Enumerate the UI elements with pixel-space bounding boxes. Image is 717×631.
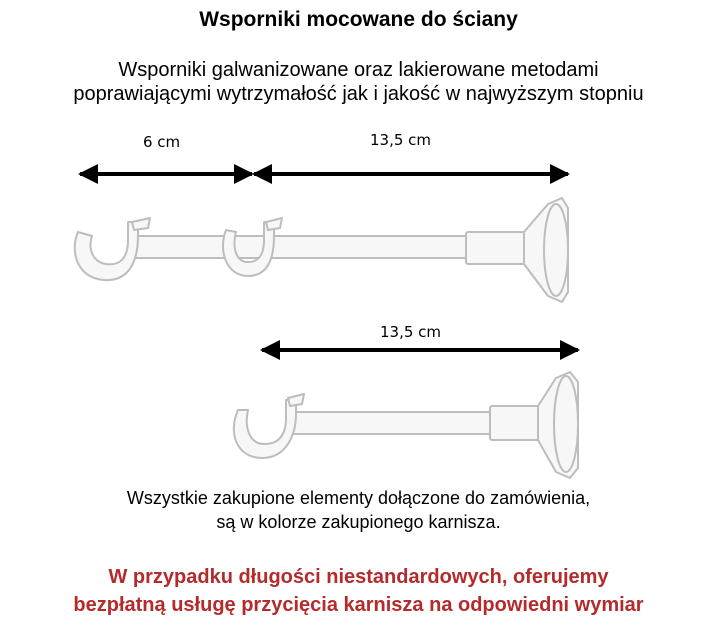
info-text xyxy=(0,486,717,534)
dimension-label-hook-spacing: 6 cm xyxy=(143,133,181,151)
dimension-label-double-length: 13,5 cm xyxy=(370,131,432,149)
subtitle-line-2: poprawiającymi wytrzymałość jak i jakość w najwyższym stopniu xyxy=(73,83,644,105)
notice-line-2: bezpłatną usługę przycięcia karnisza na odpowiedni wymiar xyxy=(73,594,644,616)
info-line-1: Wszystkie zakupione elementy dołączone do zamówienia, xyxy=(126,488,591,508)
notice-line-1: W przypadku długości niestandardowych, oferujemy xyxy=(108,566,609,588)
single-bracket-illustration xyxy=(234,372,578,478)
info-line-2: są w kolorze zakupionego karnisza. xyxy=(216,512,501,532)
custom-length-notice xyxy=(0,563,717,619)
double-bracket-illustration xyxy=(75,198,568,302)
subtitle-line-1: Wsporniki galwanizowane oraz lakierowane metodami xyxy=(118,59,599,81)
dimension-label-single-length: 13,5 cm xyxy=(380,323,442,341)
page-title: Wsporniki mocowane do ściany xyxy=(199,8,518,31)
